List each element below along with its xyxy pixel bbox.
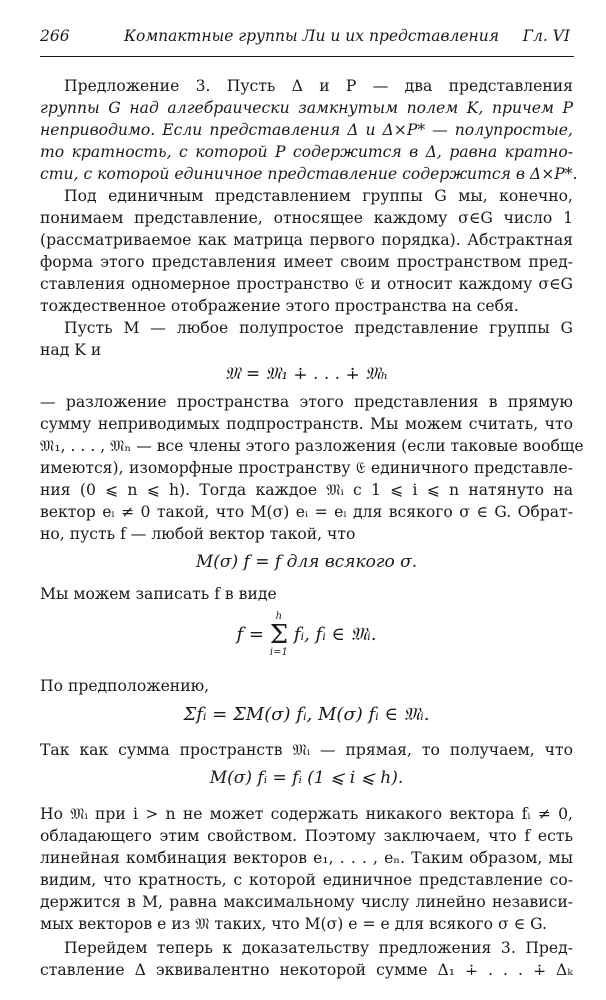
paragraph-line: имеются), изоморфные пространству 𝔈 единичного представле- (40, 459, 573, 477)
page-number: 266 (40, 27, 70, 45)
paragraph-line: Пусть M — любое полупростое представление группы G (64, 319, 573, 337)
paragraph-line: над K и (40, 341, 102, 359)
paragraph-line: Перейдем теперь к доказательству предложения 3. Пред- (64, 939, 573, 957)
paragraph-line: линейная комбинация векторов e₁, . . . , eₙ. Таким образом, мы (40, 849, 573, 867)
running-header (40, 27, 574, 57)
sum-invariance-formula: Σfᵢ = ΣM(σ) fᵢ, M(σ) fᵢ ∈ 𝔐ᵢ. (183, 704, 430, 725)
paragraph-line: — разложение пространства этого представления в прямую (40, 393, 573, 411)
paragraph-line: ния (0 ⩽ n ⩽ h). Тогда каждое 𝔐ᵢ с 1 ⩽ i ⩽ n натянуто на (40, 481, 573, 499)
sum-sign: Σ (269, 620, 289, 650)
paragraph-line: По предположению, (40, 677, 210, 695)
paragraph-line: Но 𝔐ᵢ при i > n не может содержать никакого вектора fᵢ ≠ 0, (40, 805, 573, 823)
proposition-line: группы G над алгебраически замкнутым полем K, причем P (40, 99, 573, 117)
summation (270, 612, 288, 658)
paragraph-line: Под единичным представлением группы G мы, конечно, (64, 187, 573, 205)
paragraph-line: Так как сумма пространств 𝔐ᵢ — прямая, то получаем, что (40, 741, 573, 759)
sum-left: f = (236, 624, 264, 645)
paragraph-line: форма этого представления имеет своим пространством пред- (40, 253, 573, 271)
header-rule (40, 56, 574, 57)
paragraph-line: 𝔐₁, . . . , 𝔐ₙ — все члены этого разложения (если таковые вообще (40, 437, 584, 455)
paragraph-line: Мы можем записать f в виде (40, 585, 277, 603)
paragraph-line: (рассматриваемое как матрица первого порядка). Абстрактная (40, 231, 573, 249)
component-fixed-formula: M(σ) fᵢ = fᵢ (1 ⩽ i ⩽ h). (209, 768, 404, 788)
running-title: Компактные группы Ли и их представления (124, 27, 499, 45)
paragraph-line: видим, что кратность, с которой единичное представление со- (40, 871, 573, 889)
paragraph-line: вектор eᵢ ≠ 0 такой, что M(σ) eᵢ = eᵢ для всякого σ ∈ G. Обрат- (40, 503, 573, 521)
chapter-label: Гл. VI (522, 27, 570, 45)
paragraph-line: обладающего этим свойством. Поэтому заключаем, что f есть (40, 827, 573, 845)
paragraph-line: держится в M, равна максимальному числу линейно независи- (40, 893, 573, 911)
proposition-line: то кратность, с которой P содержится в Δ, равна кратно- (40, 143, 573, 161)
paragraph-line: тождественное отображение этого пространства на себя. (40, 297, 519, 315)
paragraph-line: понимаем представление, относящее каждому σ∈G число 1 (40, 209, 573, 227)
proposition-line: сти, с которой единичное представление содержится в Δ×P*. (40, 165, 578, 183)
paragraph-line: сумму неприводимых подпространств. Мы можем считать, что (40, 415, 573, 433)
proposition-line: неприводимо. Если представления Δ и Δ×P* — полупростые, (40, 121, 573, 139)
sum-decomposition-formula (40, 612, 573, 658)
decomposition-formula: 𝔐 = 𝔐₁ ∔ . . . ∔ 𝔐ₕ (224, 364, 389, 384)
sum-upper-limit: h (275, 611, 283, 622)
sum-lower-limit: i=1 (269, 647, 288, 658)
fixed-vector-formula: M(σ) f = f для всякого σ. (195, 552, 418, 572)
paragraph-line: мых векторов e из 𝔐 таких, что M(σ) e = e для всякого σ ∈ G. (40, 915, 547, 933)
paragraph-line: но, пусть f — любой вектор такой, что (40, 525, 356, 543)
paragraph-line: ставление Δ эквивалентно некоторой сумме Δ₁ ∔ . . . ∔ Δₖ (40, 961, 573, 979)
proposition-line: Предложение 3. Пусть Δ и P — два представления (64, 77, 573, 95)
paragraph-line: ставления одномерное пространство 𝔈 и относит каждому σ∈G (40, 275, 573, 293)
sum-right: fᵢ, fᵢ ∈ 𝔐ᵢ. (293, 624, 377, 645)
